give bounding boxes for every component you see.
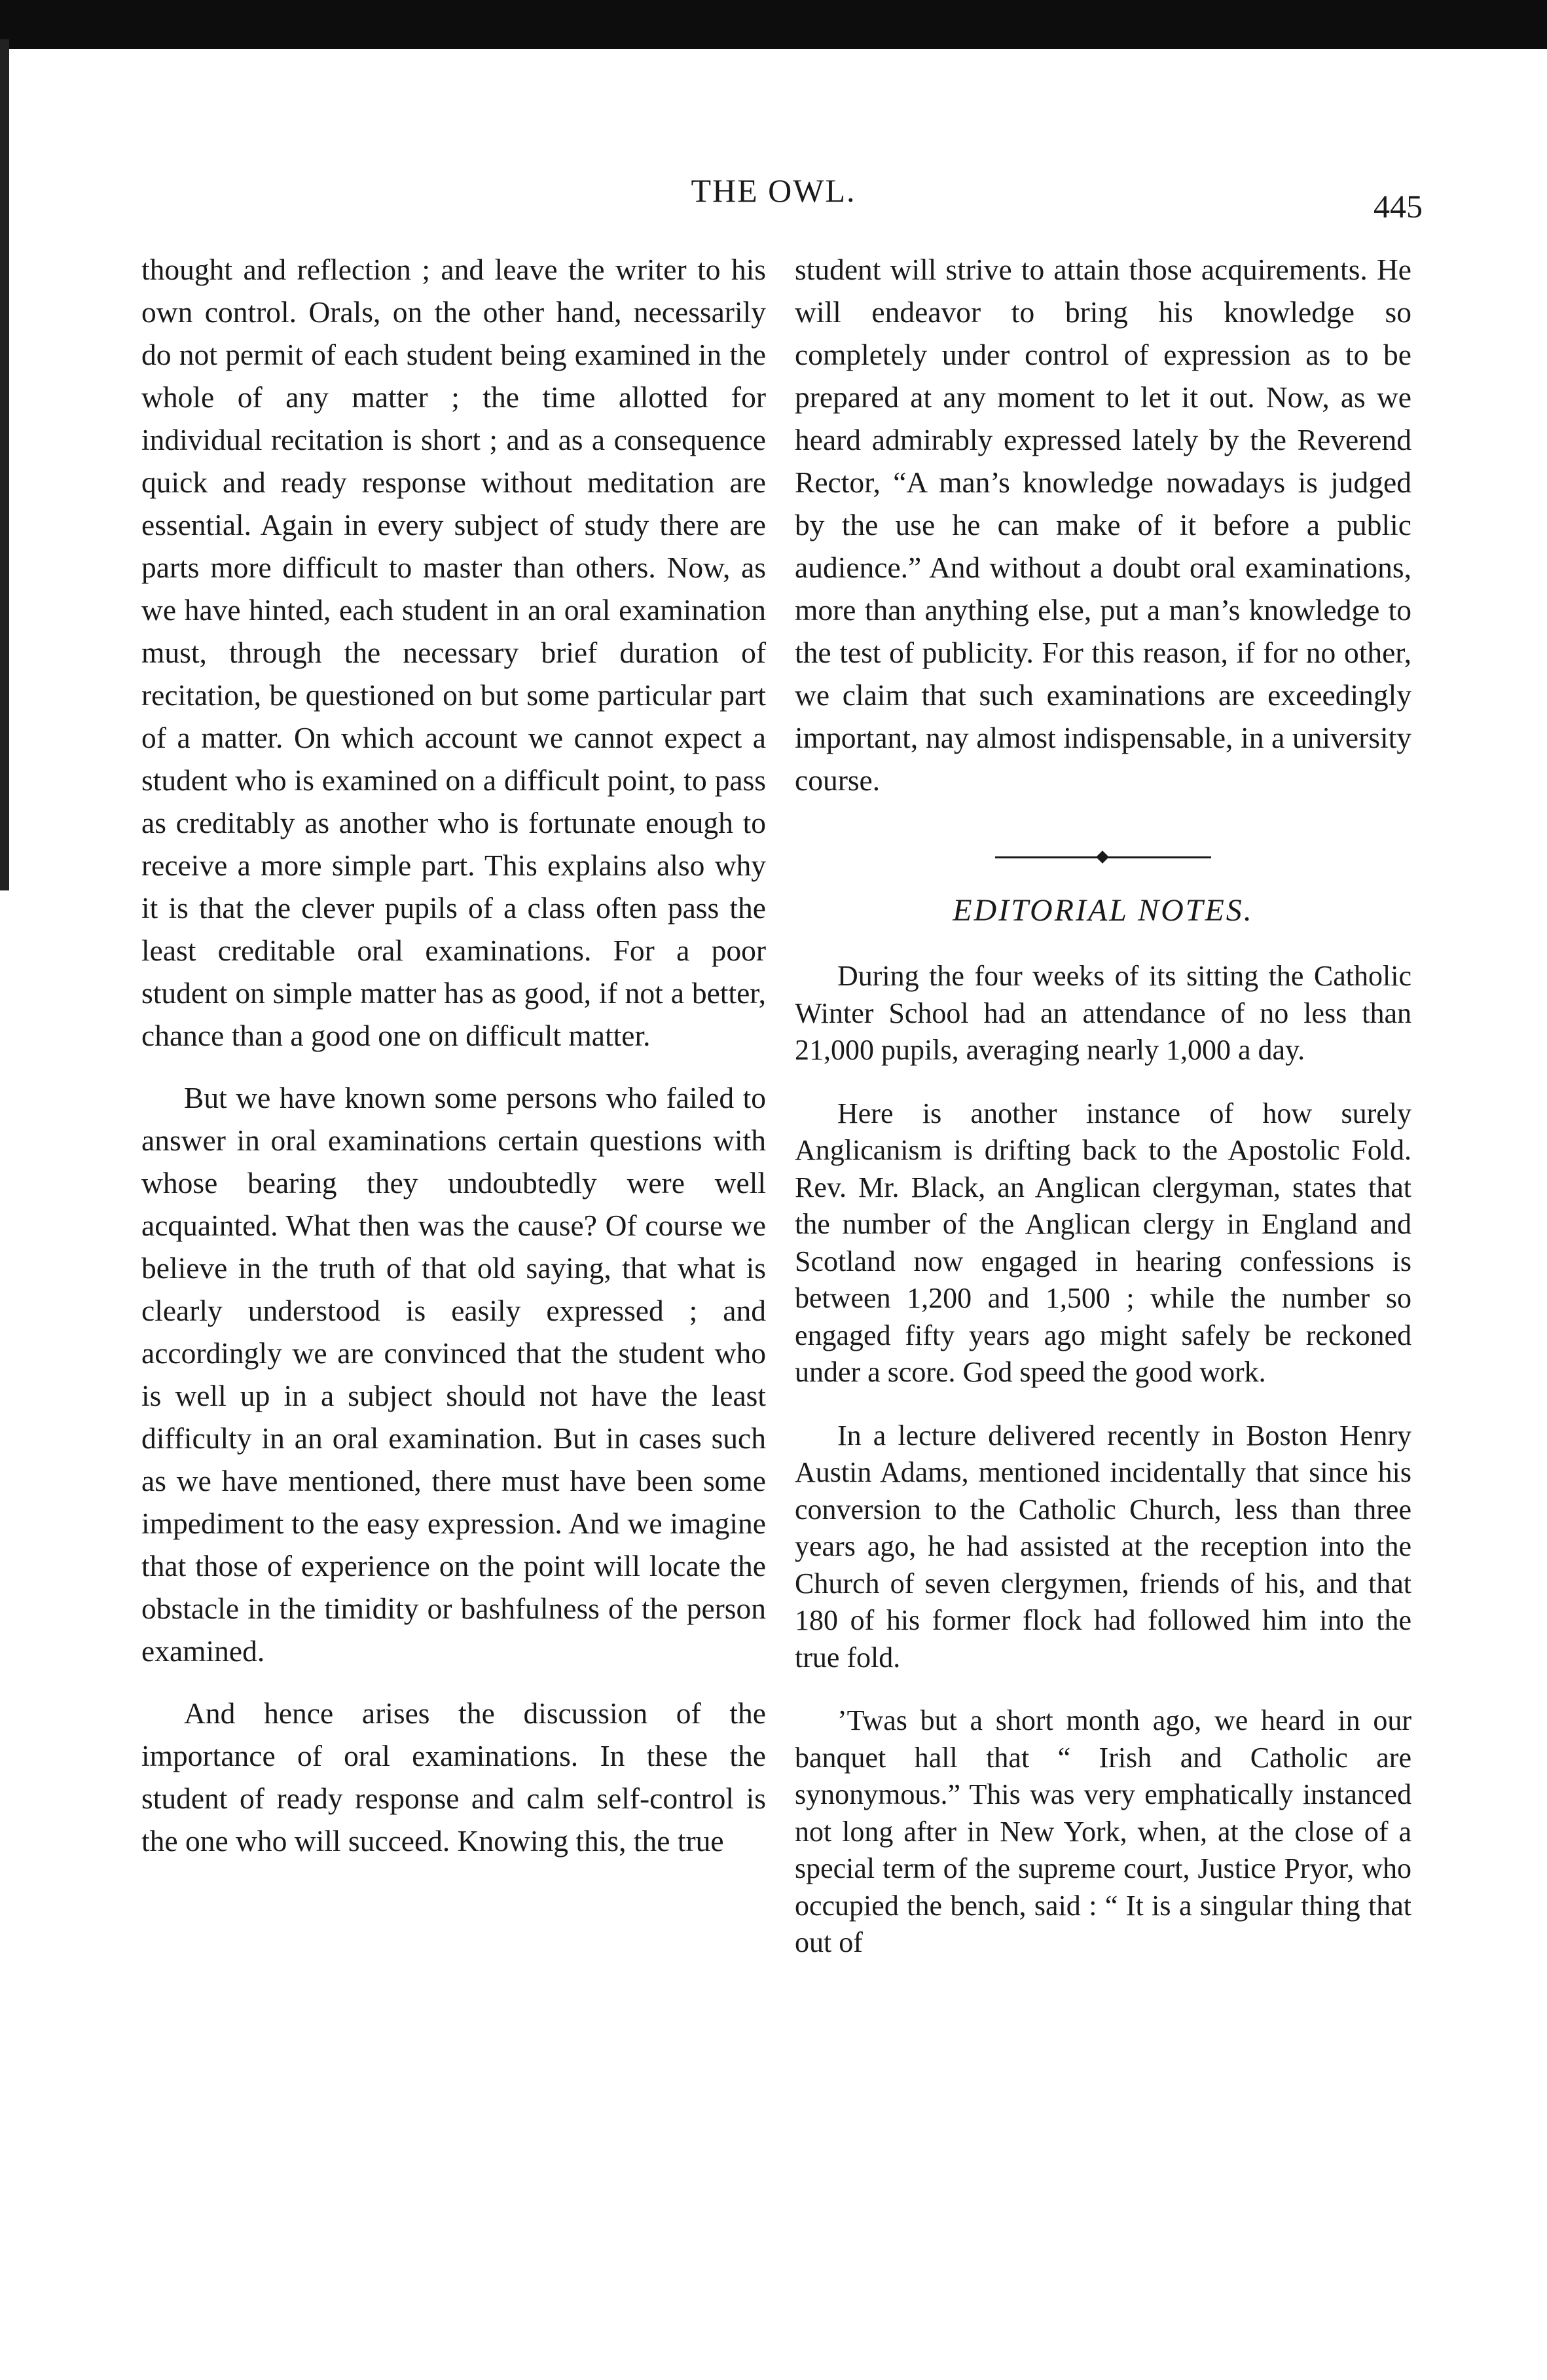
page-number: 445 [1374, 188, 1423, 225]
editorial-note-2: Here is another instance of how surely Anglicanism is drifting back to the Apostolic Fold. Rev. Mr. Black, an Anglican clergyman, states that the number of the Anglican clergy in England and Scotland now engaged in hearing confessions is between 1,200 and 1,500 ; while the number so engaged fifty years ago might safely be reckoned under a score. God speed the good work. [795, 1097, 1411, 1388]
scan-border-left [0, 39, 9, 890]
section-separator [995, 847, 1211, 867]
editorial-note-3: In a lecture delivered recently in Boston Henry Austin Adams, mentioned incidentally that since his conversion to the Catholic Church, less than three years ago, he had assisted at the reception into the Church of seven clergymen, friends of his, and that 180 of his former flock had followed him into the true fold. [795, 1419, 1411, 1674]
left-paragraph-3: And hence arises the discussion of the importance of oral examinations. In these the student of ready response and calm self-control is the one who will succeed. Knowing this, the true [141, 1696, 766, 1858]
separator-diamond-icon [1096, 851, 1109, 864]
scan-border-top [0, 0, 1547, 49]
left-paragraph-1: thought and reflection ; and leave the writer to his own control. Orals, on the other hand, necessarily do not permit of each student being examined in the whole of any matter ; the time allotted for individual recitation is short ; and as a consequence quick and ready response without meditation are essential. Again in every subject of study there are parts more difficult to master than others. Now, as we have hinted, each student in an oral examination must, through the necessary brief duration of recitation, be questioned on but some particular part of a matter. On which account we cannot expect a student who is examined on a difficult point, to pass as creditably as another who is fortunate enough to receive a more simple part. This explains also why it is that the clever pupils of a class often pass the least creditable oral examinations. For a poor student on simple matter has as good, if not a better, chance than a good one on difficult matter. [141, 253, 766, 1052]
editorial-note-1: During the four weeks of its sitting the Catholic Winter School had an attendance of no less than 21,000 pupils, averaging nearly 1,000 a day. [795, 960, 1411, 1066]
section-heading: EDITORIAL NOTES. [953, 893, 1254, 928]
running-header: THE OWL. [691, 172, 856, 209]
right-intro-paragraph: student will strive to attain those acquirements. He will endeavor to bring his knowledge so completely under control of expression as to be prepared at any moment to let it out. Now, as we heard admirably expressed lately by the Reverend Rector, “A man’s knowledge nowadays is judged by the use he can make of it before a public audience.” And without a doubt oral examinations, more than anything else, put a man’s knowledge to the test of publicity. For this reason, if for no other, we claim that such examinations are exceedingly important, nay almost indispensable, in a university course. [795, 253, 1411, 797]
left-column [141, 248, 766, 1862]
right-column [795, 248, 1411, 1962]
left-paragraph-2: But we have known some persons who failed to answer in oral examinations certain questions with whose bearing they undoubtedly were well acquainted. What then was the cause? Of course we believe in the truth of that old saying, that what is clearly understood is easily expressed ; and accordingly we are convinced that the student who is well up in a subject should not have the least difficulty in an oral examination. But in cases such as we have mentioned, there must have been some impediment to the easy expression. And we imagine that those of experience on the point will locate the obstacle in the timidity or bashfulness of the person examined. [141, 1081, 766, 1668]
editorial-note-4: ’Twas but a short month ago, we heard in our banquet hall that “ Irish and Catholic are synonymous.” This was very emphatically instanced not long after in New York, when, at the close of a special term of the supreme court, Justice Pryor, who occupied the bench, said : “ It is a singular thing that out of [795, 1704, 1411, 1958]
